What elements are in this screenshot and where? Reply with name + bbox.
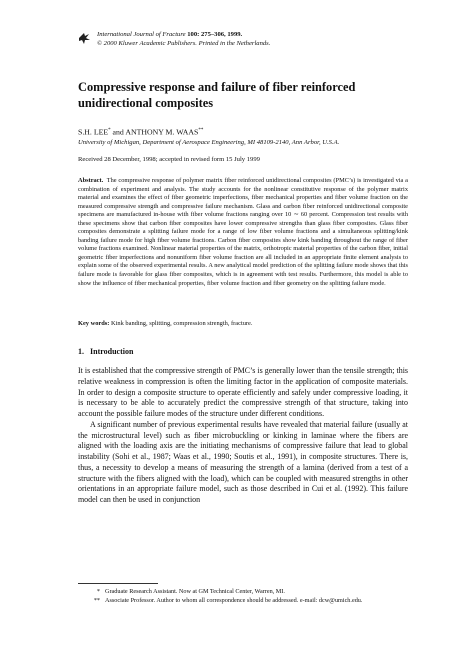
abstract-text: The compressive response of polymer matrix fiber reinforced unidirectional composites (PMC’s) is investigated via a combination of experiment and analysis. The study accounts for the nonlinear constitutive response of the polymer matrix material and examines the effect of fiber geometric imperfections, fiber mechanical properties and fiber volume fraction on the measured compressive strength and compressive failure mechanism. Glass and carbon fiber reinforced unidirectional composite specimens are manufactured in-house with fiber volume fractions ranging over 10 ∼ 60 percent. Compression test results with these specimens show that carbon fiber composites have lower compressive strengths than glass fiber composites. Glass fiber composites demonstrate a splitting failure mode for a range of low fiber volume fractions and a simultaneous splitting/kink banding failure mode for high fiber volume fractions. Carbon fiber composites show kink banding throughout the range of fiber volume fractions examined. Nonlinear material properties of the matrix, orthotropic material properties of the carbon fiber, initial geometric fiber imperfections and nonuniform fiber volume fraction are all included in an appropriate finite element analysis to explain some of the observed experimental results. A new analytical model prediction of the splitting failure mode shows that this failure mode is favorable for glass fiber composites, which is in agreement with test results. Furthermore, this model is able to show the influence of fiber mechanical properties, fiber volume fraction and fiber geometry on the splitting failure mode. (78, 177, 408, 287)
section-heading: 1. Introduction (78, 347, 134, 356)
body-paragraph: A significant number of previous experimental results have revealed that material failure (usually at the microstructural level) such as fiber microbuckling or kinking in laminae where the fibers are aligned with the loading axis are the initiating mechanisms of compressive failure that lead to global instability (Sohi et al., 1987; Waas et al., 1990; Soutis et al., 1991), in composite structures. There is, thus, a necessity to develop a means of measuring the strength of a lamina (derived from a test of a structure with the fibers aligned with the load), which can be coupled with measured strengths in other orientations in an appropriate failure model, such as those described in Cui et al. (1992). This failure model can then be used in conjunction (78, 419, 408, 504)
keywords (78, 319, 253, 328)
kluwer-logo-icon (78, 32, 91, 45)
author-separator: and (110, 127, 126, 137)
body-paragraph: It is established that the compressive strength of PMC’s is generally lower than the tensile strength; this relative weakness in compression is often the limiting factor in the application of composite materials. In order to design a composite structure to operate efficiently and safely under compressive loading, it is necessary to be able to accurately predict the compressive strength of that structure, taking into account the possible failure modes of the structure under different conditions. (78, 366, 408, 418)
author-list (78, 126, 203, 138)
section-body (78, 366, 408, 506)
journal-name: International Journal of Fracture (97, 31, 186, 38)
author-name: ANTHONY M. WAAS (125, 127, 199, 137)
footnote-mark: ** (93, 597, 100, 604)
footnotes (86, 587, 362, 605)
journal-header (78, 30, 270, 48)
footnote (86, 587, 362, 596)
copyright-line: © 2000 Kluwer Academic Publishers. Printed in the Netherlands. (97, 40, 271, 47)
footnote-text: Graduate Research Assistant. Now at GM Technical Center, Warren, MI. (105, 588, 285, 595)
author-footnote-mark: ** (198, 128, 204, 133)
footnote-mark: * (96, 588, 100, 595)
footnote (86, 596, 362, 605)
footnote-text: Associate Professor. Author to whom all correspondence should be addressed. e-mail: dcw@umich.edu. (105, 597, 363, 604)
keywords-label: Key words: (78, 320, 110, 327)
received-date: Received 28 December, 1998; accepted in revised form 15 July 1999 (78, 156, 260, 163)
journal-citation (97, 30, 270, 48)
footnote-divider (78, 583, 158, 584)
abstract-label: Abstract. (78, 177, 104, 184)
author-footnote-mark: * (108, 128, 111, 133)
keywords-text: Kink banding, splitting, compression strength, fracture. (111, 320, 253, 327)
journal-volume-pages: 100: 275–306, 1999. (187, 31, 243, 38)
affiliation: University of Michigan, Department of Aerospace Engineering, MI 48109-2140, Ann Arbor, U.S.A. (78, 139, 340, 146)
paper-title: Compressive response and failure of fiber reinforced unidirectional composites (78, 80, 356, 110)
author-name: S.H. LEE (78, 127, 109, 137)
abstract (78, 177, 408, 288)
